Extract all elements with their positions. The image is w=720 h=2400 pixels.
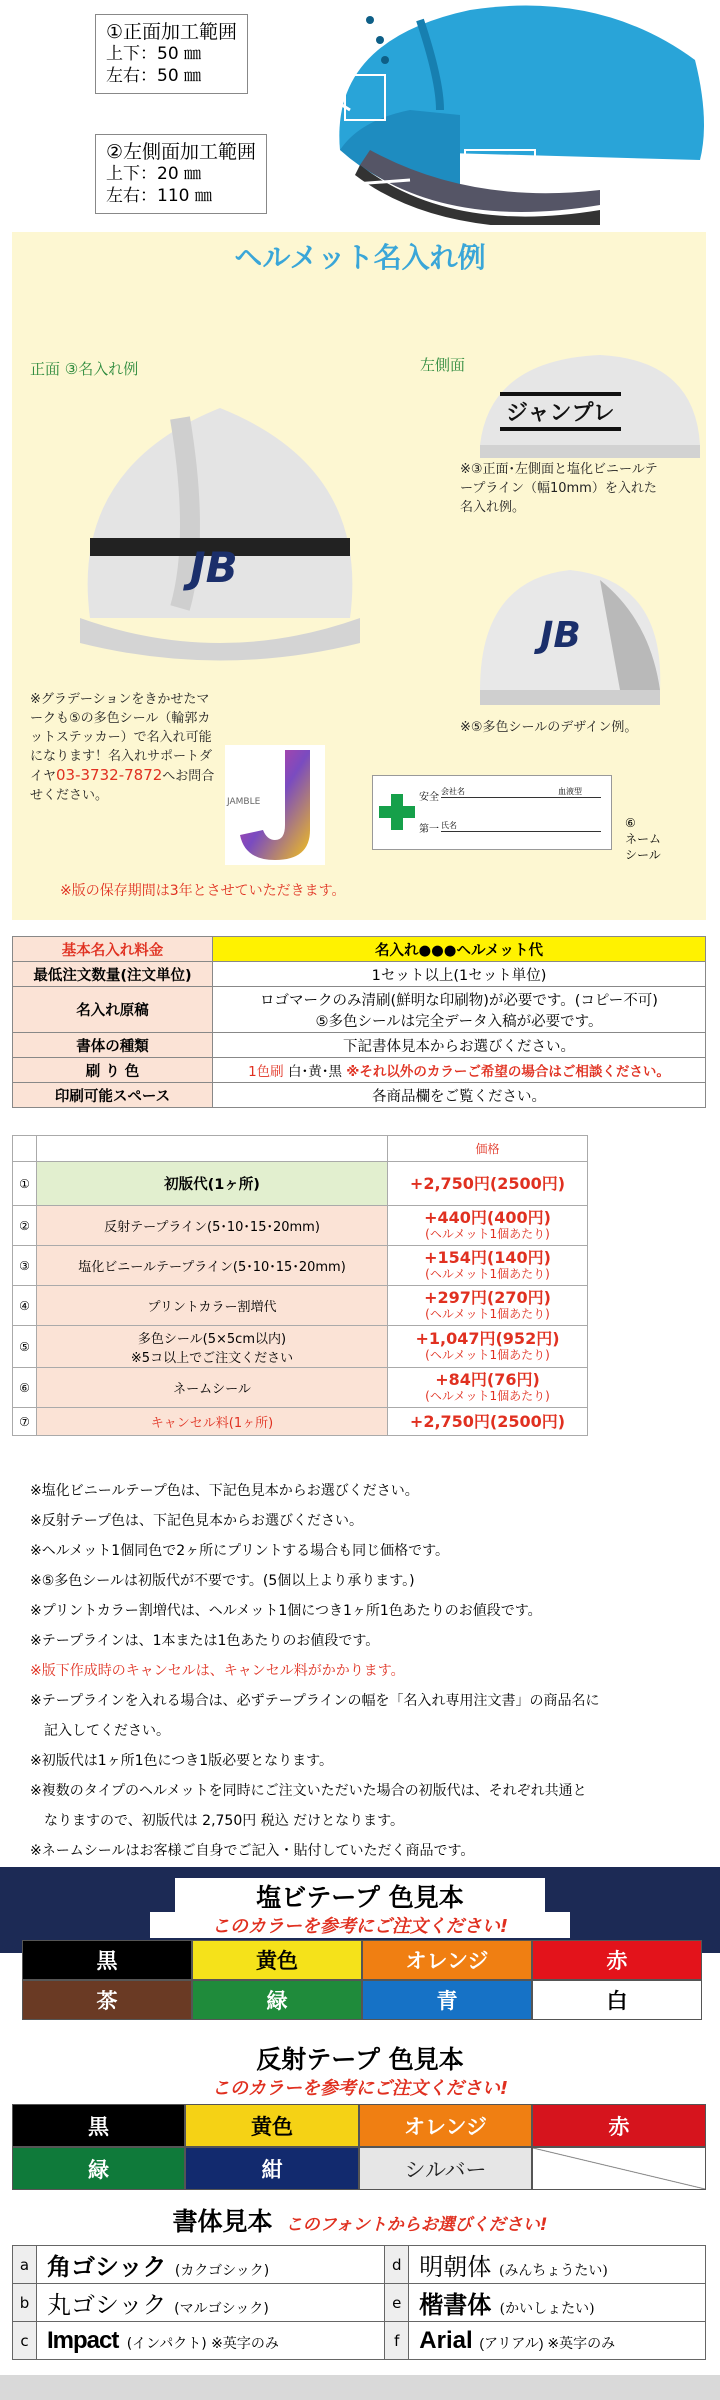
price-item: 反射テープライン(5･10･15･20mm): [37, 1206, 388, 1246]
white-helmet-seal: [470, 560, 670, 710]
spec-row: [13, 937, 706, 962]
swatch-label: 青: [436, 1989, 458, 2013]
font-letter: a: [13, 2246, 37, 2284]
swatch-label: 紺: [261, 2157, 283, 2182]
print-color-red2: ※それ以外のカラーご希望の場合はご相談ください。: [346, 1064, 670, 1080]
price-value: [388, 1162, 588, 1206]
front-range-title: ①正面加工範囲: [106, 21, 238, 43]
swatch-label: 黒: [88, 2114, 109, 2139]
spec-value: 各商品欄をご覧ください。: [213, 1083, 706, 1108]
gradient-note: [30, 690, 215, 805]
price-item: プリントカラー割増代: [37, 1286, 388, 1326]
price-row: [13, 1286, 588, 1326]
pvc-title: 塩ビテープ 色見本: [175, 1878, 545, 1914]
price-item: 初版代(1ヶ所): [37, 1162, 388, 1206]
price-amount: +154円(140円): [424, 1247, 551, 1267]
pvc-swatch: [532, 1980, 702, 2020]
price-amount: +440円(400円): [424, 1207, 551, 1227]
spec-row: [13, 1058, 706, 1083]
font-name: Arial: [419, 2326, 473, 2354]
price-value: [388, 1246, 588, 1286]
note-item: なりますので、初版代は 2,750円 税込 だけとなります。: [30, 1813, 405, 1829]
font-reading: (カクゴシック): [174, 2263, 270, 2279]
note-item: ※テープラインを入れる場合は、必ずテープラインの幅を「名入れ専用注文書」の商品名に: [30, 1693, 600, 1709]
note-item: ※反射テープ色は、下記色見本からお選びください。: [30, 1513, 364, 1529]
reflect-swatch: [12, 2104, 185, 2147]
swatch-label: 茶: [96, 1989, 118, 2013]
price-row: [13, 1408, 588, 1436]
pvc-swatch: [22, 1940, 192, 1980]
front-range-callout: [95, 14, 248, 94]
side-range-callout: [95, 134, 267, 214]
price-header: 価格: [388, 1136, 588, 1162]
price-table: [12, 1135, 588, 1436]
examples-title: ヘルメット名入れ例: [234, 241, 486, 274]
font-reading: (かいしょたい): [499, 2301, 595, 2317]
spec-key: 基本名入れ料金: [13, 937, 213, 962]
reflect-swatches: [12, 2104, 706, 2190]
support-phone-suffix: へお問合せください。: [30, 769, 215, 803]
note-item: ※初版代は1ヶ所1色につき1版必要となります。: [30, 1753, 334, 1769]
font-name: 明朝体: [419, 2253, 492, 2281]
white-helmet-side: [470, 350, 710, 460]
font-reading: (マルゴシック): [174, 2301, 269, 2317]
price-item: 塩化ビニールテープライン(5･10･15･20mm): [37, 1246, 388, 1286]
price-header-row: [13, 1136, 588, 1162]
price-item: [37, 1326, 388, 1368]
price-amount: +2,750円(2500円): [409, 1174, 566, 1193]
support-phone: 03-3732-7872: [56, 766, 163, 784]
print-color-mid: 白･黄･黒: [283, 1064, 347, 1080]
name-seal-sample: [372, 775, 612, 850]
side-example-label: 左側面: [420, 356, 466, 374]
side-example-note: ※③正面･左側面と塩化ビニールテープライン（幅10mm）を入れた名入れ例。: [460, 462, 658, 515]
reflect-swatch: [532, 2104, 706, 2147]
side-range-title: ②左側面加工範囲: [106, 141, 257, 163]
callout-arrows: [260, 40, 460, 210]
pvc-swatch: [362, 1940, 532, 1980]
price-num: ③: [13, 1246, 37, 1286]
spec-value: [213, 987, 706, 1033]
font-letter: f: [385, 2322, 409, 2360]
price-value: [388, 1286, 588, 1326]
font-letter: d: [385, 2246, 409, 2284]
price-amount: +1,047円(952円): [415, 1328, 560, 1348]
price-item: キャンセル料(1ヶ所): [37, 1408, 388, 1436]
font-sample: [37, 2246, 385, 2284]
notes-list: [30, 1476, 710, 1866]
font-row: [13, 2284, 706, 2322]
price-row: [13, 1326, 588, 1368]
side-range-horizontal: 左右：110 ㎜: [106, 186, 212, 206]
price-num: ②: [13, 1206, 37, 1246]
name-seal-label: ⑥ ネーム シール: [625, 816, 662, 862]
fonts-title: 書体見本: [172, 2207, 273, 2236]
font-name: Impact: [47, 2327, 119, 2354]
spec-key: 書体の種類: [13, 1033, 213, 1058]
price-amount: +297円(270円): [424, 1287, 551, 1307]
note-item: ※ヘルメット1個同色で2ヶ所にプリントする場合も同じ価格です。: [30, 1543, 450, 1559]
reflect-subtitle: このカラーを参考にご注文ください!: [211, 2078, 509, 2099]
price-item: ネームシール: [37, 1368, 388, 1408]
spec-row: [13, 1033, 706, 1058]
white-helmet-front: [70, 378, 370, 678]
seal-anzen: 安全: [419, 792, 439, 803]
note-item: ※⑤多色シールは初版代が不要です。(5個以上より承ります。): [30, 1573, 415, 1589]
spec-value: [213, 1058, 706, 1083]
font-letter: b: [13, 2284, 37, 2322]
font-sample: [37, 2322, 385, 2360]
price-num: ④: [13, 1286, 37, 1326]
spec-row: [13, 962, 706, 987]
price-row: [13, 1162, 588, 1206]
note-item: ※版下作成時のキャンセルは、キャンセル料がかかります。: [30, 1663, 405, 1679]
price-sub: (ヘルメット1個あたり): [425, 1266, 550, 1281]
spec-value: 1セット以上(1セット単位): [213, 962, 706, 987]
pvc-swatch: [362, 1980, 532, 2020]
spec-key: 最低注文数量(注文単位): [13, 962, 213, 987]
note-item: ※テープラインは、1本または1色あたりのお値段です。: [30, 1633, 380, 1649]
price-num: ①: [13, 1162, 37, 1206]
price-num: ⑥: [13, 1368, 37, 1408]
price-row: [13, 1246, 588, 1286]
spec-value: 下記書体見本からお選びください。: [213, 1033, 706, 1058]
spec-key: 印刷可能スペース: [13, 1083, 213, 1108]
swatch-label: 赤: [608, 2114, 630, 2139]
swatch-label: 白: [606, 1989, 628, 2013]
font-name: 丸ゴシック: [47, 2291, 167, 2319]
price-item-line2: ※5コ以上でご注文ください: [130, 1350, 294, 1366]
spec-value: 名入れ●●●ヘルメット代: [213, 937, 706, 962]
spec-value-line2: ⑤多色シールは完全データ入稿が必要です。: [315, 1013, 603, 1030]
pvc-swatch: [192, 1940, 362, 1980]
pvc-swatch: [532, 1940, 702, 1980]
price-num: ⑤: [13, 1326, 37, 1368]
price-sub: (ヘルメット1個あたり): [425, 1388, 550, 1403]
seal-company: 会社名: [441, 786, 601, 798]
swatch-label: 黄色: [251, 2114, 293, 2139]
price-row: [13, 1368, 588, 1408]
print-color-red1: 1色刷: [248, 1064, 284, 1080]
font-sample: [409, 2322, 706, 2360]
price-value: [388, 1408, 588, 1436]
price-sub: (ヘルメット1個あたり): [425, 1347, 550, 1362]
font-sample: [409, 2246, 706, 2284]
price-value: [388, 1368, 588, 1408]
swatch-label: オレンジ: [404, 2114, 487, 2139]
pvc-swatches: [22, 1940, 702, 2022]
font-letter: c: [13, 2322, 37, 2360]
font-name: 楷書体: [419, 2290, 492, 2319]
green-cross-icon: [379, 794, 415, 830]
fonts-heading: [0, 2202, 720, 2238]
jb-logo-front: JB: [190, 543, 238, 592]
seal-name: 氏名: [441, 820, 601, 832]
reflect-swatch: [185, 2147, 359, 2190]
font-row: [13, 2322, 706, 2360]
reflect-swatch: [185, 2104, 359, 2147]
spec-table: [12, 936, 706, 1108]
note-item: ※プリントカラー割増代は、ヘルメット1個につき1ヶ所1色あたりのお値段です。: [30, 1603, 542, 1619]
font-name: 角ゴシック: [47, 2253, 167, 2281]
side-helmet-text: ジャンプレ: [500, 392, 621, 431]
spec-row: [13, 1083, 706, 1108]
price-value: [388, 1206, 588, 1246]
price-amount: +2,750円(2500円): [409, 1412, 566, 1431]
pvc-swatch: [22, 1980, 192, 2020]
swatch-label: シルバー: [404, 2157, 487, 2182]
spec-key: 刷 り 色: [13, 1058, 213, 1083]
swatch-label: 緑: [88, 2157, 109, 2182]
jamble-logo: [225, 745, 325, 865]
price-item-line1: 多色シール(5×5cm以内): [137, 1331, 287, 1347]
retention-note: ※版の保存期間は3年とさせていただきます。: [60, 883, 346, 899]
note-item: ※塩化ビニールテープ色は、下記色見本からお選びください。: [30, 1483, 419, 1499]
fonts-subtitle: このフォントからお選びください!: [285, 2215, 548, 2235]
swatch-label: 黄色: [256, 1949, 298, 1973]
swatch-label: オレンジ: [405, 1949, 489, 1973]
pvc-subtitle: このカラーを参考にご注文ください!: [150, 1912, 570, 1938]
reflect-swatch: [359, 2147, 532, 2190]
seal-example-note: ※⑤多色シールのデザイン例。: [460, 720, 638, 735]
spec-row: [13, 987, 706, 1033]
note-item: 記入してください。: [30, 1723, 170, 1739]
font-sample: [37, 2284, 385, 2322]
front-range-vertical: 上下：50 ㎜: [106, 44, 202, 64]
font-row: [13, 2246, 706, 2284]
price-value: [388, 1326, 588, 1368]
spec-value-line1: ロゴマークのみ清刷(鮮明な印刷物)が必要です。(コピー不可): [260, 992, 658, 1009]
seal-blood: 血液型: [558, 787, 582, 796]
font-reading: (アリアル) ※英字のみ: [479, 2334, 616, 2351]
front-example-label: 正面 ③名入れ例: [30, 360, 139, 378]
gradient-note-text: ※グラデーションをきかせたマークも⑤の多色シール（輪郭カットステッカー）で名入れ可能になります！名入れサポートダイヤ: [30, 692, 213, 784]
price-sub: (ヘルメット1個あたり): [425, 1226, 550, 1241]
front-range-horizontal: 左右：50 ㎜: [106, 66, 202, 86]
font-letter: e: [385, 2284, 409, 2322]
jb-logo-seal: JB: [540, 615, 581, 656]
seal-daiichi: 第一: [419, 824, 439, 835]
bottom-bar: [0, 2375, 720, 2400]
font-reading: (インパクト) ※英字のみ: [126, 2336, 279, 2352]
side-range-vertical: 上下：20 ㎜: [106, 164, 202, 184]
reflect-swatch: [12, 2147, 185, 2190]
font-reading: (みんちょうたい): [498, 2263, 608, 2279]
pvc-swatch: [192, 1980, 362, 2020]
spec-key: 名入れ原稿: [13, 987, 213, 1033]
note-item: ※ネームシールはお客様ご自身でご記入・貼付していただく商品です。: [30, 1843, 475, 1859]
swatch-label: 赤: [606, 1949, 628, 1973]
font-samples-table: [12, 2245, 706, 2360]
swatch-label: 黒: [96, 1949, 118, 1973]
reflect-swatch-empty: [532, 2147, 706, 2190]
price-row: [13, 1206, 588, 1246]
font-sample: [409, 2284, 706, 2322]
swatch-label: 緑: [266, 1989, 288, 2013]
note-item: ※複数のタイプのヘルメットを同時にご注文いただいた場合の初版代は、それぞれ共通と: [30, 1783, 587, 1799]
price-num: ⑦: [13, 1408, 37, 1436]
reflect-swatch: [359, 2104, 532, 2147]
price-amount: +84円(76円): [435, 1369, 540, 1389]
jamble-label: JAMBLE: [227, 797, 261, 807]
reflect-title: 反射テープ 色見本: [256, 2045, 464, 2074]
price-sub: (ヘルメット1個あたり): [425, 1306, 550, 1321]
